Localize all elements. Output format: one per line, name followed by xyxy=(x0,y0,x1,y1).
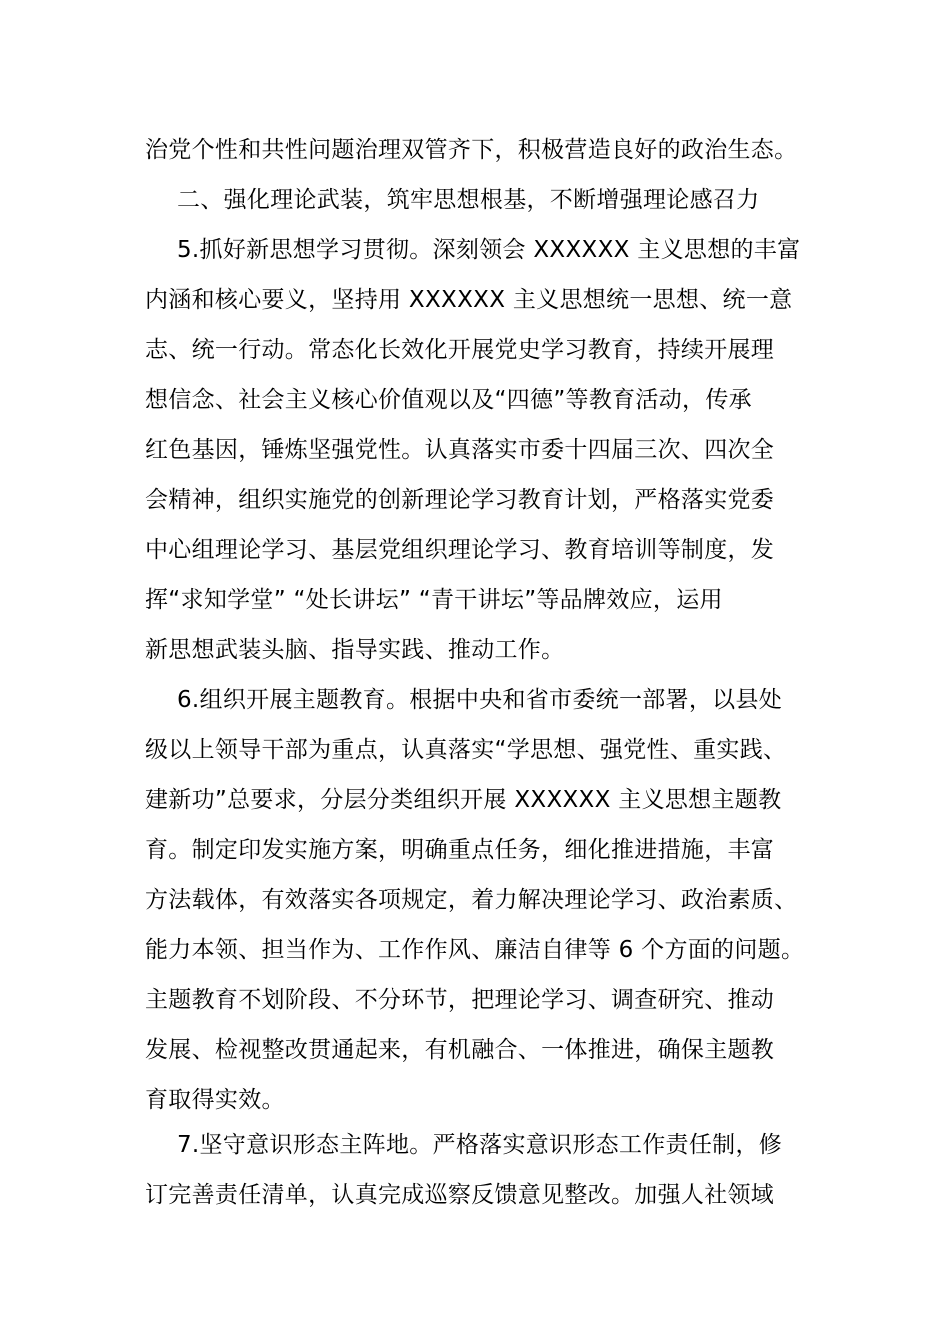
text-line: 级以上领导干部为重点，认真落实“学思想、强党性、重实践、 xyxy=(145,737,787,763)
text-line: 建新功”总要求，分层分类组织开展 XXXXXX 主义思想主题教 xyxy=(145,787,782,813)
text-line: 志、统一行动。常态化长效化开展党史学习教育，持续开展理 xyxy=(145,337,775,363)
text-line: 育。制定印发实施方案，明确重点任务，细化推进措施，丰富 xyxy=(145,837,775,863)
text-line: 主题教育不划阶段、不分环节，把理论学习、调查研究、推动 xyxy=(145,987,775,1013)
text-line: 中心组理论学习、基层党组织理论学习、教育培训等制度，发 xyxy=(145,537,775,563)
text-line: 发展、检视整改贯通起来，有机融合、一体推进，确保主题教 xyxy=(145,1037,775,1063)
text-line: 能力本领、担当作为、工作作风、廉洁自律等 6 个方面的问题。 xyxy=(145,937,805,963)
item-heading: 6.组织开展主题教育。根据中央和省市委统一部署，以县处 xyxy=(177,687,783,713)
item-heading: 7.坚守意识形态主阵地。严格落实意识形态工作责任制，修 xyxy=(177,1132,783,1158)
text-line: 新思想武装头脑、指导实践、推动工作。 xyxy=(145,637,565,663)
text-line: 想信念、社会主义核心价值观以及“四德”等教育活动，传承 xyxy=(145,387,752,413)
text-line: 挥“求知学堂” “处长讲坛” “青干讲坛”等品牌效应，运用 xyxy=(145,587,723,613)
text-line: 红色基因，锤炼坚强党性。认真落实市委十四届三次、四次全 xyxy=(145,437,775,463)
text-line: 会精神，组织实施党的创新理论学习教育计划，严格落实党委 xyxy=(145,487,775,513)
text-line: 订完善责任清单，认真完成巡察反馈意见整改。加强人社领域 xyxy=(145,1182,775,1208)
text-line: 方法载体，有效落实各项规定，着力解决理论学习、政治素质、 xyxy=(145,887,798,913)
text-line: 治党个性和共性问题治理双管齐下，积极营造良好的政治生态。 xyxy=(145,137,798,163)
item-heading: 5.抓好新思想学习贯彻。深刻领会 XXXXXX 主义思想的丰富 xyxy=(177,237,801,263)
text-line: 育取得实效。 xyxy=(145,1087,285,1113)
section-heading: 二、强化理论武装，筑牢思想根基，不断增强理论感召力 xyxy=(177,187,760,213)
text-line: 内涵和核心要义，坚持用 XXXXXX 主义思想统一思想、统一意 xyxy=(145,287,793,313)
